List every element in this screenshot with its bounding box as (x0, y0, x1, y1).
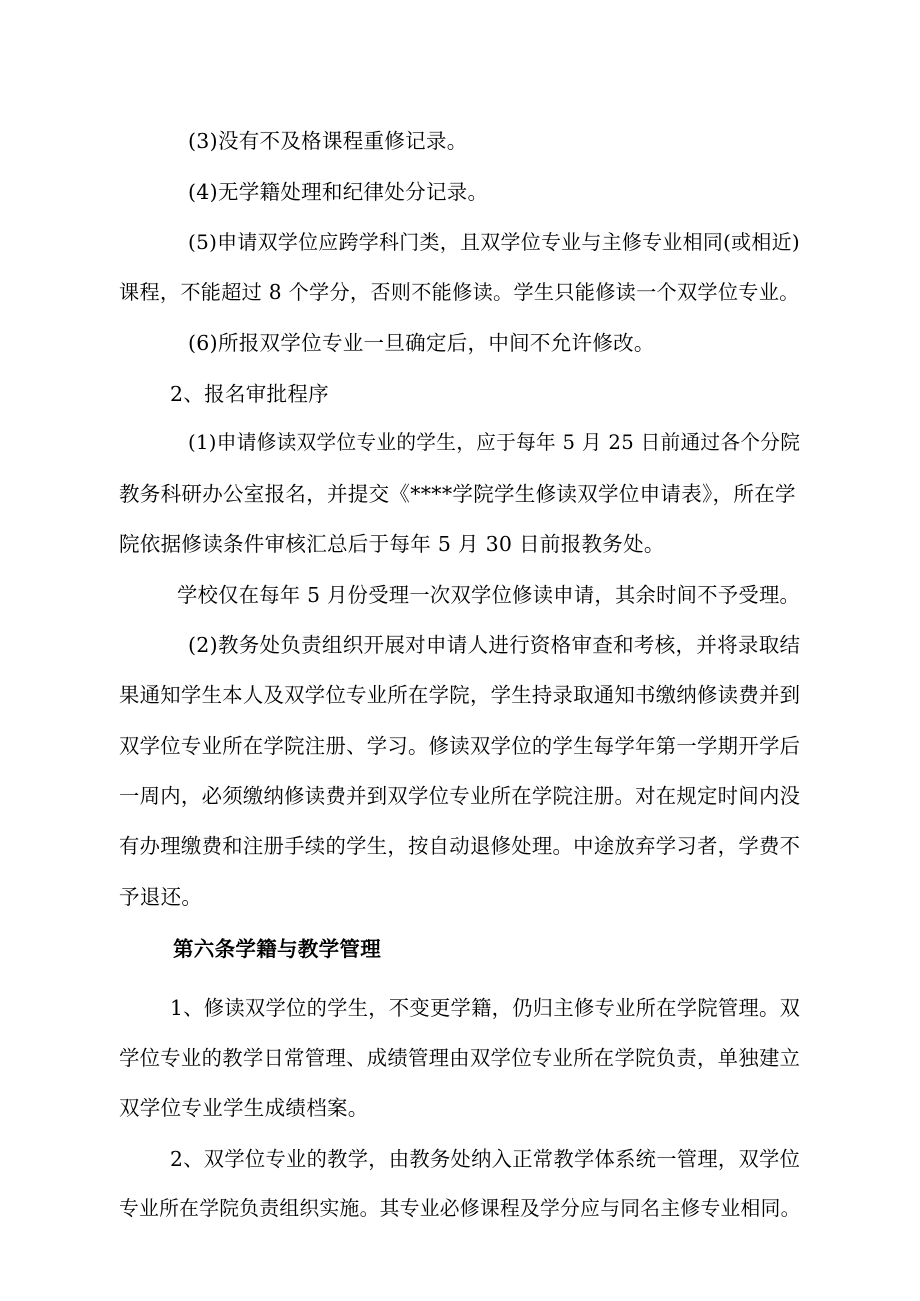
text-line: 教务科研办公室报名，并提交《****学院学生修读双学位申请表》，所在学 (119, 482, 796, 506)
text-line: (3)没有不及格课程重修记录。 (188, 129, 468, 153)
text-line: (1)申请修读双学位专业的学生，应于每年 5 月 25 日前通过各个分院 (188, 431, 801, 454)
text-line: 2、双学位专业的教学，由教务处纳入正常教学体系统一管理，双学位 (170, 1147, 801, 1171)
text-line: 有办理缴费和注册手续的学生，按自动退修处理。中途放弃学习者，学费不 (119, 834, 801, 858)
text-line: (5)申请双学位应跨学科门类，且双学位专业与主修专业相同(或相近) (188, 230, 800, 254)
text-line: 双学位专业学生成绩档案。 (119, 1096, 369, 1120)
text-line: 学校仅在每年 5 月份受理一次双学位修读申请，其余时间不予受理。 (177, 583, 801, 607)
text-line: (6)所报双学位专业一旦确定后，中间不允许修改。 (188, 331, 655, 355)
text-line: 专业所在学院负责组织实施。其专业必修课程及学分应与同名主修专业相同。 (119, 1197, 801, 1220)
text-line: 学位专业的教学日常管理、成绩管理由双学位专业所在学院负责，单独建立 (119, 1046, 801, 1070)
text-line: 1、修读双学位的学生，不变更学籍，仍归主修专业所在学院管理。双 (170, 996, 801, 1020)
text-line: 课程，不能超过 8 个学分，否则不能修读。学生只能修读一个双学位专业。 (119, 280, 800, 304)
article-heading: 第六条学籍与教学管理 (173, 937, 381, 961)
text-line: (2)教务处负责组织开展对申请人进行资格审查和考核，并将录取结 (188, 633, 801, 657)
text-line: 果通知学生本人及双学位专业所在学院，学生持录取通知书缴纳修读费并到 (119, 683, 801, 707)
text-line: 予退还。 (119, 885, 203, 909)
text-line: (4)无学籍处理和纪律处分记录。 (188, 180, 489, 204)
text-line: 双学位专业所在学院注册、学习。修读双学位的学生每学年第一学期开学后 (119, 734, 801, 758)
text-line: 一周内，必须缴纳修读费并到双学位专业所在学院注册。对在规定时间内没 (119, 784, 801, 808)
text-line: 院依据修读条件审核汇总后于每年 5 月 30 日前报教务处。 (119, 532, 665, 556)
section-heading: 2、报名审批程序 (170, 382, 329, 406)
